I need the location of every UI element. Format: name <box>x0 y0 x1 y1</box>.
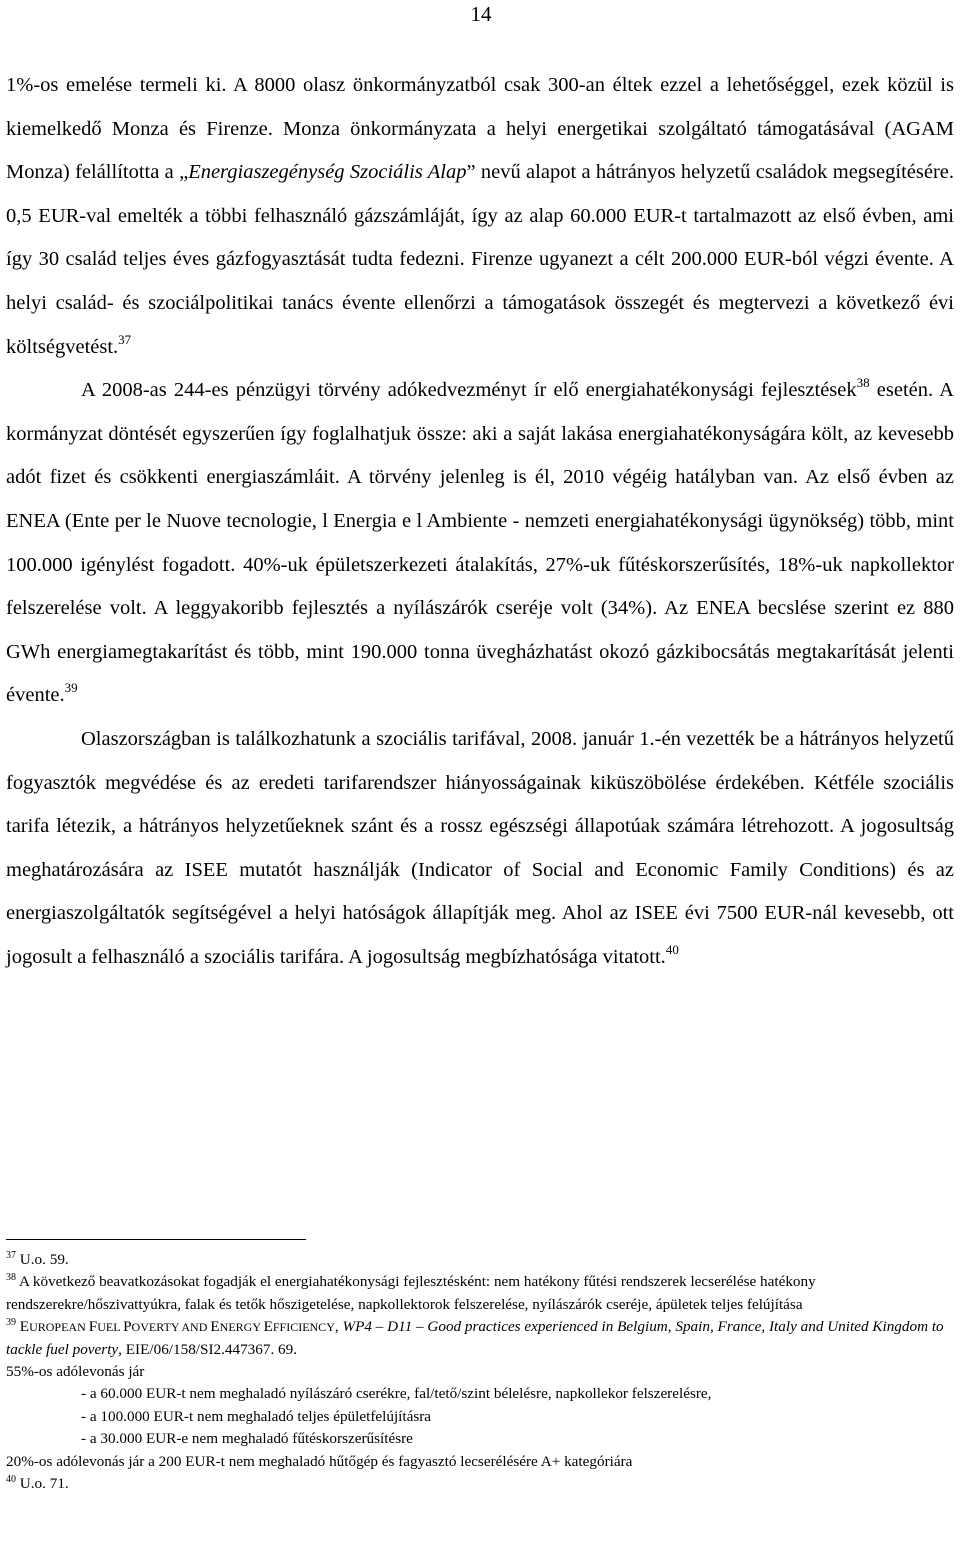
footnote-ref-39[interactable]: 39 <box>64 680 78 696</box>
paragraph-1-text-2: ” nevű alapot a hátrányos helyzetű családok megsegítésére. 0,5 EUR-val emelték a többi felhasználó gázszámláját, így az alap 60.000 EUR-t tartalmazott az első évben, ami így 30 család teljes éves gázfogyasztását tudta fedezni. Firenze ugyanezt a célt 200.000 EUR-ból végzi évente. A helyi család- és szociálpolitikai tanács évente ellenőrzi a támogatások összegét és megtervezi a következő évi költségvetést. <box>6 161 954 358</box>
footnote-38 <box>6 1271 954 1316</box>
footnote-ref-37[interactable]: 37 <box>118 331 132 347</box>
footnote-39-number: 39 <box>6 1317 16 1329</box>
footnote-39-org <box>20 1318 335 1335</box>
footnote-39-line-5: 20%-os adólevonás jár a 200 EUR-t nem meghaladó hűtőgép és fagyasztó lecserélésére A+ kategóriára <box>6 1452 633 1470</box>
footnote-ref-38[interactable]: 38 <box>856 375 870 391</box>
org-word: UEL <box>97 1320 124 1335</box>
footnote-39-tail: , EIE/06/158/SI2.447367. 69. <box>118 1340 298 1358</box>
paragraph-1-text: 1%-os emelése termeli ki. A 8000 olasz önkormányzatból csak 300-an éltek ezzel a lehetőséggel, ezek közül is kiemelkedő Monza és Firenze. Monza önkormányzata a helyi energetikai szolgáltató támogatásával (AGAM Monza) felállította a „ <box>6 74 954 184</box>
body-text <box>6 64 954 979</box>
footnote-40 <box>6 1473 954 1495</box>
paragraph-3 <box>6 718 954 980</box>
org-letter: E <box>19 1318 30 1336</box>
org-letter: E <box>210 1318 220 1336</box>
org-letter: E <box>263 1318 273 1336</box>
org-word: FFICIENCY <box>272 1320 335 1335</box>
footnote-40-number: 40 <box>6 1474 16 1486</box>
footnote-38-number: 38 <box>6 1272 16 1284</box>
paragraph-3-text: Olaszországban is találkozhatunk a szociális tarifával, 2008. január 1.-én vezették be a hátrányos helyzetű fogyasztók megvédése és az eredeti tarifarendszer hiányosságainak kiküszöbölése érdekében. Kétféle szociális tarifa létezik, a hátrányos helyzetűeknek szánt és a rossz egészségi állapotúak számára létrehozott. A jogosultság meghatározására az ISEE mutatót használják (Indicator of Social and Economic Family Conditions) és az energiaszolgáltatók segítségével a helyi hatóságok állapítják meg. Ahol az ISEE évi 7500 EUR-nál kevesebb, ott jogosult a felhasználó a szociális tarifára. A jogosultság megbízhatósága vitatott. <box>6 727 954 968</box>
footnote-separator <box>6 1239 306 1240</box>
footnote-39-line-1: 55%-os adólevonás jár <box>6 1363 145 1381</box>
footnote-39-item-2: - a 100.000 EUR-t nem meghaladó teljes épületfelújításra <box>81 1407 432 1425</box>
footnotes <box>6 1249 954 1495</box>
footnote-39 <box>6 1316 954 1361</box>
footnote-37-text: U.o. 59. <box>16 1251 69 1268</box>
footnote-37 <box>6 1249 954 1271</box>
org-letter: P <box>123 1318 132 1336</box>
footnote-39-sep: , <box>334 1318 343 1336</box>
footnote-39-item-3: - a 30.000 EUR-e nem meghaladó fűtéskorszerűsítésre <box>81 1430 413 1448</box>
org-word: UROPEAN <box>29 1320 89 1335</box>
footnote-37-number: 37 <box>6 1250 16 1261</box>
footnote-38-text: A következő beavatkozásokat fogadják el energiahatékonysági fejlesztésként: nem hatékony fűtési rendszerek lecserélése hatékony rendszerekre/hőszivattyúkra, falak és tetők hőszigetelése, napkollektorok felszerelése, nyílászárók cseréje, ápületek teljes felújítása <box>6 1273 816 1313</box>
footnote-ref-40[interactable]: 40 <box>665 941 679 957</box>
footnote-39-title: WP4 – D11 – Good practices experienced in Belgium, Spain, France, Italy and United Kingdom to tackle fuel poverty <box>6 1318 944 1358</box>
org-letter: F <box>88 1318 98 1336</box>
paragraph-2-text-2: esetén. A kormányzat döntését egyszerűen így foglalhatjuk össze: aki a saját lakása energiahatékonyságára költ, az kevesebb adót fizet és csökkenti energiaszámláit. A törvény jelenleg is él, 2010 végéig hatályban van. Az első évben az ENEA (Ente per le Nuove tecnologie, l Energia e l Ambiente - nemzeti energiahatékonysági ügynökség) több, mint 100.000 igénylést fogadott. 40%-uk épületszerkezeti átalakítás, 27%-uk fűtéskorszerűsítés, 18%-uk napkollektor felszerelése volt. A leggyakoribb fejlesztés a nyílászárók cseréje volt (34%). Az ENEA becslése szerint ez 880 GWh energiamegtakarítást és több, mint 190.000 tonna üvegházhatást okozó gázkibocsátás megtakarítását jelenti évente. <box>6 379 954 707</box>
fund-name: Energiaszegénység Szociális Alap <box>188 161 467 184</box>
paragraph-1 <box>6 64 954 369</box>
footnote-40-text: U.o. 71. <box>16 1475 69 1493</box>
footnote-39-item-1: - a 60.000 EUR-t nem meghaladó nyílászáró cserékre, fal/tető/szint bélelésre, napkollekor felszerelésre, <box>81 1385 712 1403</box>
paragraph-2 <box>6 369 954 718</box>
paragraph-2-text: A 2008-as 244-es pénzügyi törvény adókedvezményt ír elő energiahatékonysági fejlesztések <box>81 379 857 402</box>
org-word: NERGY <box>219 1320 264 1335</box>
page-number: 14 <box>470 2 492 26</box>
org-word: OVERTY AND <box>131 1320 211 1335</box>
